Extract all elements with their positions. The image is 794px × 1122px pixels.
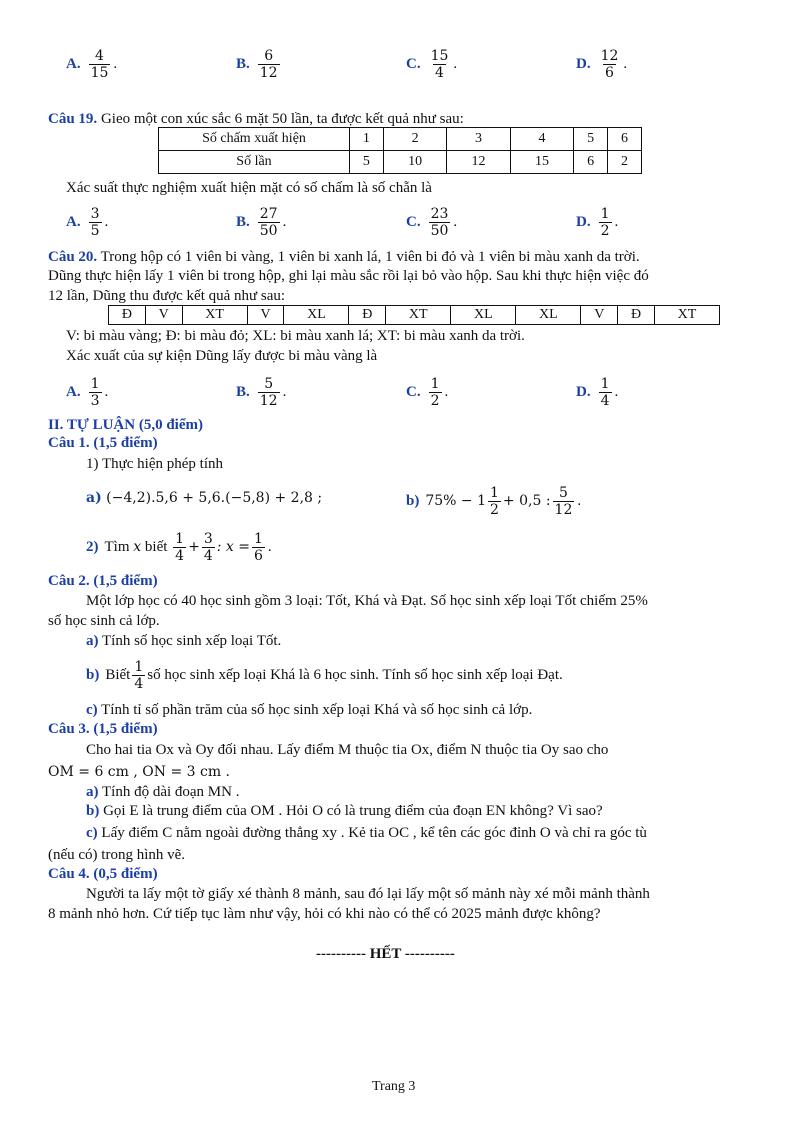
- c4-title: Câu 4. (0,5 điểm): [48, 866, 158, 882]
- c4-text2: 8 mảnh nhỏ hơn. Cứ tiếp tục làm như vậy, hỏi có khi nào có thể có 2025 mảnh được không?: [48, 906, 601, 922]
- c2-part-a: a) Tính số học sinh xếp loại Tốt.: [86, 633, 282, 649]
- c2-part-c: c) Tính tỉ số phần trăm của số học sinh xếp loại Khá và số học sinh cả lớp.: [86, 702, 533, 718]
- c1-part2: 2) Tìm x biết $\frac{1}{4}$ + $\frac{3}{4}$ : x = $\frac{1}{6}$ .: [86, 530, 272, 564]
- q18-option-c[interactable]: C. $\frac{15}{4}$ .: [406, 47, 458, 81]
- c2-text1: Một lớp học có 40 học sinh gồm 3 loại: Tốt, Khá và Đạt. Số học sinh xếp loại Tốt chiếm 25%: [86, 593, 648, 609]
- c1-title: Câu 1. (1,5 điểm): [48, 435, 158, 451]
- q19-option-c[interactable]: C. $\frac{23}{50}$ .: [406, 205, 458, 239]
- c3-part-b: b) Gọi E là trung điểm của OM . Hỏi O có là trung điểm của đoạn EN không? Vì sao?: [86, 803, 603, 819]
- c3-part-c: c) Lấy điểm C nằm ngoài đường thẳng xy . Kẻ tia OC , kể tên các góc đỉnh O và chỉ ra góc tù: [86, 825, 647, 841]
- q18-option-a[interactable]: A. $\frac{4}{15}$ .: [66, 47, 118, 81]
- c1-expr-a: a) (−4,2).5,6 + 5,6.(−5,8) + 2,8 ;: [86, 490, 323, 506]
- q20-legend: V: bi màu vàng; Đ: bi màu đỏ; XL: bi màu xanh lá; XT: bi màu xanh da trời.: [66, 328, 525, 344]
- q18-option-b[interactable]: B. $\frac{6}{12}$: [236, 47, 278, 81]
- q20-option-d[interactable]: D. $\frac{1}{4}$ .: [576, 375, 619, 409]
- q20-results-table: [108, 305, 720, 325]
- q19-option-d[interactable]: D. $\frac{1}{2}$ .: [576, 205, 619, 239]
- q19-option-a[interactable]: A. $\frac{3}{5}$ .: [66, 205, 109, 239]
- c4-text1: Người ta lấy một tờ giấy xé thành 8 mảnh, sau đó lại lấy một số mảnh này xé mỗi mảnh thành: [86, 886, 650, 902]
- c3-title: Câu 3. (1,5 điểm): [48, 721, 158, 737]
- q19-option-b[interactable]: B. $\frac{27}{50}$ .: [236, 205, 287, 239]
- table-row: Số lần 5 10 12 15 6 2: [159, 151, 642, 174]
- c3-text2: OM = 6 cm , ON = 3 cm .: [48, 764, 230, 780]
- c3-part-c-cont: (nếu có) trong hình vẽ.: [48, 847, 186, 863]
- c1-part1-heading: 1) Thực hiện phép tính: [86, 456, 223, 472]
- q18-option-d[interactable]: D. $\frac{12}{6}$ .: [576, 47, 628, 81]
- q19-stem: Câu 19. Gieo một con xúc sắc 6 mặt 50 lần, ta được kết quả như sau:: [48, 111, 464, 127]
- table-row: Đ V XT V XL Đ XT XL XL V Đ XT: [109, 306, 720, 325]
- q20-stem-line3: 12 lần, Dũng thu được kết quả như sau:: [48, 288, 286, 304]
- page-number: Trang 3: [372, 1079, 416, 1094]
- q20-option-b[interactable]: B. $\frac{5}{12}$ .: [236, 375, 287, 409]
- table-row: Số chấm xuất hiện 1 2 3 4 5 6: [159, 128, 642, 151]
- c3-text1: Cho hai tia Ox và Oy đối nhau. Lấy điểm M thuộc tia Ox, điểm N thuộc tia Oy sao cho: [86, 742, 609, 758]
- c3-part-a: a) Tính độ dài đoạn MN .: [86, 784, 240, 800]
- q20-stem-line1: Câu 20. Trong hộp có 1 viên bi vàng, 1 viên bi xanh lá, 1 viên bi đỏ và 1 viên bi màu xanh da trời.: [48, 249, 640, 265]
- q20-option-c[interactable]: C. $\frac{1}{2}$ .: [406, 375, 449, 409]
- q19-question: Xác suất thực nghiệm xuất hiện mặt có số chấm là số chẵn là: [66, 180, 432, 196]
- q20-option-a[interactable]: A. $\frac{1}{3}$ .: [66, 375, 109, 409]
- q20-question: Xác xuất của sự kiện Dũng lấy được bi màu vàng là: [66, 348, 378, 364]
- c2-part-b: b) Biết $\frac{1}{4}$ số học sinh xếp loại Khá là 6 học sinh. Tính số học sinh xếp loại Đạt.: [86, 658, 563, 692]
- c2-text2: số học sinh cả lớp.: [48, 613, 160, 629]
- q20-stem-line2: Dũng thực hiện lấy 1 viên bi trong hộp, ghi lại màu sắc rồi lại bỏ vào hộp. Sau khi thực hiện việc đó: [48, 268, 649, 284]
- c2-title: Câu 2. (1,5 điểm): [48, 573, 158, 589]
- part2-title: II. TỰ LUẬN (5,0 điểm): [48, 417, 204, 433]
- c1-expr-b: b) 75% − 1 $\frac{1}{2}$ + 0,5 : $\frac{5}{12}$ .: [406, 484, 582, 518]
- end-marker: ---------- HẾT ----------: [316, 946, 455, 962]
- q19-table: [158, 127, 642, 174]
